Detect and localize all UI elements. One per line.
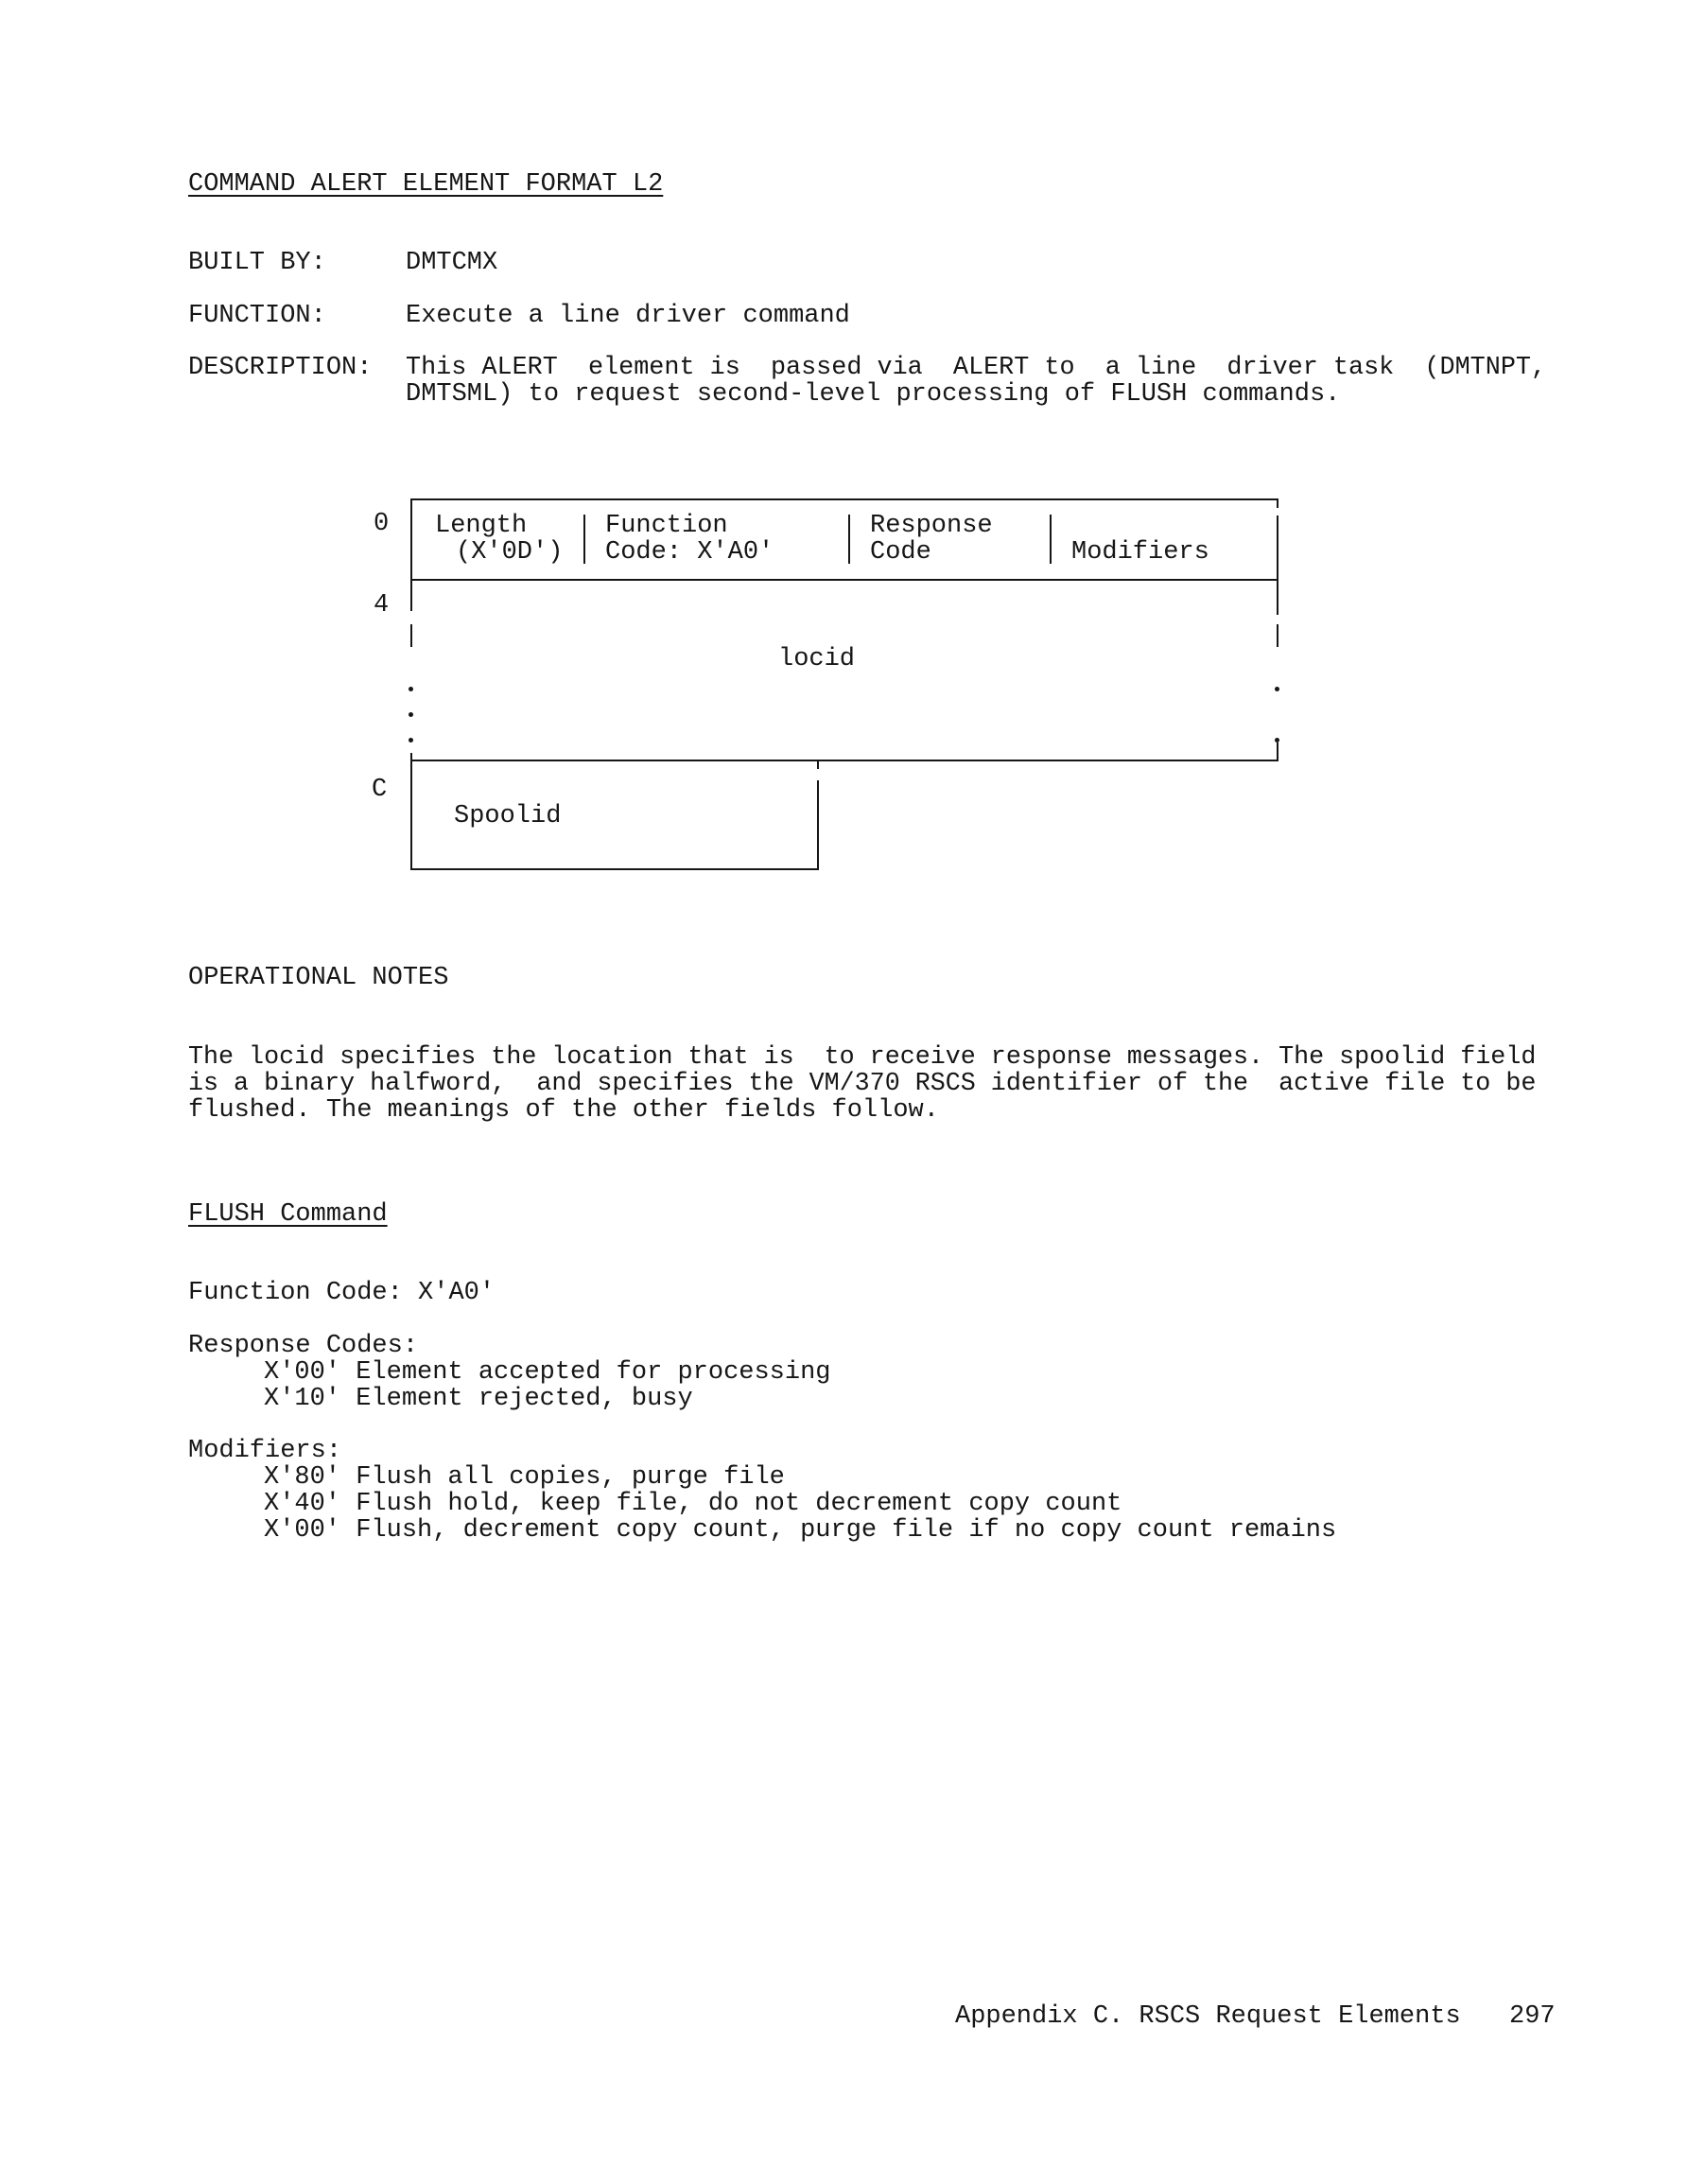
operational-notes-heading: OPERATIONAL NOTES bbox=[188, 964, 449, 992]
continuation-dot bbox=[1275, 687, 1279, 691]
operational-notes-line-2: is a binary halfword, and specifies the VM/370 RSCS identifier of the active file to be bbox=[188, 1070, 1537, 1098]
continuation-dot bbox=[409, 738, 413, 743]
description-label: DESCRIPTION: bbox=[188, 354, 373, 382]
divider-response-modifiers bbox=[1050, 515, 1052, 564]
description-line-2: DMTSML) to request second-level processing of FLUSH commands. bbox=[406, 380, 1341, 409]
footer-text: Appendix C. RSCS Request Elements bbox=[955, 2002, 1461, 2031]
box-top-right-corner bbox=[1277, 498, 1278, 508]
page-number: 297 bbox=[1509, 2002, 1556, 2031]
length-field-label: Length bbox=[435, 512, 528, 540]
length-field-value: (X'0D') bbox=[456, 538, 564, 567]
continuation-dot bbox=[409, 687, 413, 691]
function-field-value: Code: X'A0' bbox=[605, 538, 774, 567]
response-field-label: Response bbox=[870, 512, 993, 540]
spoolid-top-corner bbox=[817, 760, 819, 769]
spoolid-bottom-border bbox=[410, 868, 819, 870]
operational-notes-line-1: The locid specifies the location that is to receive response messages. The spoolid field bbox=[188, 1043, 1537, 1072]
offset-label-c: C bbox=[372, 776, 388, 804]
continuation-dot bbox=[409, 712, 413, 717]
box-top-border bbox=[410, 498, 1278, 500]
operational-notes-line-3: flushed. The meanings of the other fields follow. bbox=[188, 1096, 939, 1125]
response-codes-label: Response Codes: bbox=[188, 1332, 419, 1360]
offset-label-4: 4 bbox=[374, 591, 390, 620]
built-by-value: DMTCMX bbox=[406, 249, 498, 277]
function-field-label: Function bbox=[605, 512, 728, 540]
divider-function-response bbox=[848, 515, 850, 564]
modifier-item: X'80' Flush all copies, purge file bbox=[264, 1463, 785, 1492]
spoolid-field: Spoolid bbox=[454, 802, 562, 830]
function-label: FUNCTION: bbox=[188, 302, 326, 330]
offset-label-0: 0 bbox=[374, 510, 390, 538]
box-left-border-lower bbox=[410, 753, 412, 870]
box-left-border-mid bbox=[410, 624, 412, 647]
box-right-border-mid bbox=[1277, 624, 1278, 647]
box-left-border-upper bbox=[410, 498, 412, 611]
box-right-border-upper bbox=[1277, 515, 1278, 615]
box-right-border-lower bbox=[1277, 743, 1278, 760]
spoolid-right-border bbox=[817, 780, 819, 870]
modifiers-label: Modifiers: bbox=[188, 1437, 342, 1465]
modifiers-field: Modifiers bbox=[1071, 538, 1209, 567]
flush-command-heading: FLUSH Command bbox=[188, 1200, 388, 1229]
function-code-line: Function Code: X'A0' bbox=[188, 1279, 496, 1307]
response-code-item: X'00' Element accepted for processing bbox=[264, 1358, 831, 1387]
locid-bottom-border bbox=[410, 760, 1278, 761]
locid-field: locid bbox=[778, 645, 856, 673]
response-code-item: X'10' Element rejected, busy bbox=[264, 1385, 693, 1413]
modifier-item: X'40' Flush hold, keep file, do not decrement copy count bbox=[264, 1490, 1122, 1518]
function-value: Execute a line driver command bbox=[406, 302, 850, 330]
description-line-1: This ALERT element is passed via ALERT to a line driver task (DMTNPT, bbox=[406, 354, 1547, 382]
response-field-value: Code bbox=[870, 538, 931, 567]
built-by-label: BUILT BY: bbox=[188, 249, 326, 277]
continuation-dot bbox=[1275, 738, 1279, 743]
modifier-item: X'00' Flush, decrement copy count, purge file if no copy count remains bbox=[264, 1516, 1337, 1545]
divider-length-function bbox=[583, 515, 585, 564]
row-separator bbox=[410, 579, 1278, 581]
page-title: COMMAND ALERT ELEMENT FORMAT L2 bbox=[188, 170, 664, 199]
